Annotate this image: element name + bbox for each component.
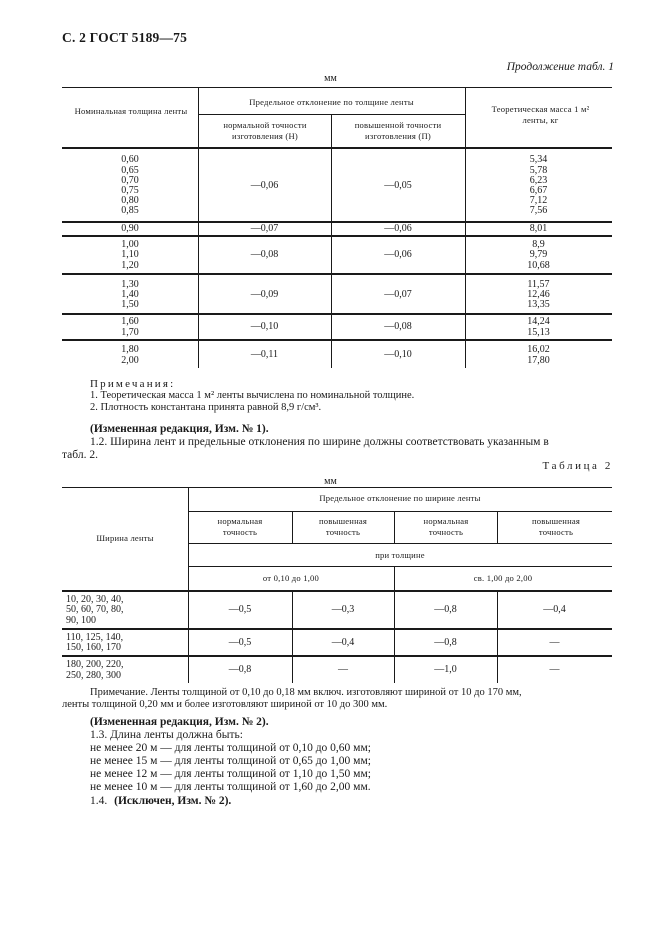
table2-header-high-2: повышенная точность xyxy=(531,516,581,537)
clause-1-4-text: (Исключен, Изм. № 2). xyxy=(114,795,232,807)
table1-cell-mass: 8,01 xyxy=(529,223,548,235)
table2-rule xyxy=(497,511,498,543)
table1-cell-thickness: 0,90 xyxy=(121,223,139,235)
table1-rule xyxy=(62,313,612,315)
clause-1-3-item: не менее 12 м — для ленты толщиной от 1,10 до 1,50 мм; xyxy=(90,768,371,780)
table2-rule xyxy=(62,628,612,630)
table1-rule xyxy=(62,235,612,237)
table1-rule xyxy=(62,87,612,88)
table1-cell-high: —0,05 xyxy=(384,179,412,191)
note-1: 1. Теоретическая масса 1 м² ленты вычислена по номинальной толщине. xyxy=(90,390,415,401)
table1-cell-mass: 5,34 5,78 6,23 6,67 7,12 7,56 xyxy=(529,154,548,217)
table2-note-line-1: Примечание. Ленты толщиной от 0,10 до 0,18 мм включ. изготовляют шириной от 10 до 170 мм, xyxy=(90,687,522,698)
table1-cell-high: —0,10 xyxy=(384,349,412,361)
table2-rule xyxy=(188,511,612,512)
table2-cell-width: 180, 200, 220, 250, 280, 300 xyxy=(66,659,124,681)
table1-rule xyxy=(62,273,612,275)
table2-header-range-1: от 0,10 до 1,00 xyxy=(262,573,320,583)
table2-header-normal-2: нормальная точность xyxy=(423,516,469,537)
table2-rule xyxy=(62,590,612,592)
clause-1-4-number: 1.4. xyxy=(90,795,108,807)
table2-cell-width: 10, 20, 30, 40, 50, 60, 70, 80, 90, 100 xyxy=(66,594,124,626)
clause-1-2: 1.2. Ширина лент и предельные отклонения по ширине должны соответствовать указанным в xyxy=(90,436,549,448)
table2-header-at-thickness: при толщине xyxy=(375,550,425,560)
table2-rule xyxy=(188,487,189,683)
table1-cell-high: —0,06 xyxy=(384,249,412,261)
table1-header-deviation: Предельное отклонение по толщине ленты xyxy=(249,97,414,107)
table2-rule xyxy=(188,566,612,567)
table1-cell-mass: 11,57 12,46 13,35 xyxy=(527,278,550,311)
table1-header-mass: Теоретическая масса 1 м² ленты, кг xyxy=(491,104,590,125)
table2-rule xyxy=(62,487,612,488)
edition-note-2: (Измененная редакция, Изм. № 2). xyxy=(90,716,269,728)
table1-cell-mass: 16,02 17,80 xyxy=(527,344,550,366)
clause-1-2-cont: табл. 2. xyxy=(62,449,98,461)
table1-cell-normal: —0,08 xyxy=(250,249,279,261)
table2-header-normal-1: нормальная точность xyxy=(217,516,263,537)
table1-cell-mass: 14,24 15,13 xyxy=(527,316,550,338)
table2-title: Таблица 2 xyxy=(542,460,613,472)
table2-rule xyxy=(62,655,612,657)
table1-cell-thickness: 1,30 1,40 1,50 xyxy=(121,278,139,311)
table2-rule xyxy=(394,511,395,543)
table2-header-range-2: св. 1,00 до 2,00 xyxy=(473,573,533,583)
table1-unit: мм xyxy=(324,73,337,84)
table1-cell-thickness: 1,80 2,00 xyxy=(121,344,139,366)
table2-rule xyxy=(292,511,293,543)
page-title: С. 2 ГОСТ 5189—75 xyxy=(62,30,188,45)
clause-1-4 xyxy=(90,795,231,808)
table2-cell-value: —0,4 xyxy=(331,636,355,648)
table2-cell-value: —0,5 xyxy=(228,604,252,616)
table1-cell-high: —0,08 xyxy=(384,321,412,333)
table1-cell-high: —0,07 xyxy=(384,288,412,300)
table1-rule xyxy=(62,147,612,149)
clause-1-3-intro: 1.3. Длина ленты должна быть: xyxy=(90,729,243,741)
table2-cell-value: —0,8 xyxy=(228,664,252,676)
table2-cell-value: —0,5 xyxy=(228,636,252,648)
table2-cell-value: —0,4 xyxy=(543,604,566,616)
table1-cell-thickness: 1,00 1,10 1,20 xyxy=(121,239,139,271)
table2-rule xyxy=(188,543,612,544)
table2-header-high-1: повышенная точность xyxy=(318,516,368,537)
table2-cell-width: 110, 125, 140, 150, 160, 170 xyxy=(66,631,124,653)
table1-cell-mass: 8,9 9,79 10,68 xyxy=(527,239,550,271)
table1-cell-normal: —0,06 xyxy=(250,179,279,191)
note-2: 2. Плотность константана принята равной 8,9 г/см³. xyxy=(90,402,322,413)
table1-cell-normal: —0,10 xyxy=(250,321,279,333)
table1-cell-normal: —0,11 xyxy=(250,349,279,361)
clause-1-3-item: не менее 20 м — для ленты толщиной от 0,10 до 0,60 мм; xyxy=(90,742,371,754)
table1-header-normal: нормальной точности изготовления (Н) xyxy=(223,120,307,141)
table1-cell-high: —0,06 xyxy=(384,223,412,235)
clause-1-3-item: не менее 10 м — для ленты толщиной от 1,60 до 2,00 мм. xyxy=(90,781,371,793)
table1-header-thickness: Номинальная толщина ленты xyxy=(74,106,188,116)
table1-cell-thickness: 1,60 1,70 xyxy=(121,316,139,338)
table2-cell-value: — xyxy=(338,664,348,676)
table1-cell-thickness: 0,60 0,65 0,70 0,75 0,80 0,85 xyxy=(121,154,139,217)
clause-1-3-item: не менее 15 м — для ленты толщиной от 0,65 до 1,00 мм; xyxy=(90,755,371,767)
table2-cell-value: —0,8 xyxy=(434,604,457,616)
table2-cell-value: — xyxy=(549,664,560,676)
table1-rule xyxy=(62,221,612,223)
notes-title: Примечания: xyxy=(90,378,176,390)
table2-header-deviation: Предельное отклонение по ширине ленты xyxy=(319,493,481,503)
table2-header-width: Ширина ленты xyxy=(96,533,154,543)
table-continuation-label: Продолжение табл. 1 xyxy=(506,61,614,73)
table2-cell-value: — xyxy=(549,636,560,648)
table1-header-high: повышенной точности изготовления (П) xyxy=(354,120,442,141)
table2-note-line-2: ленты толщиной 0,20 мм и более изготовляют шириной от 10 до 300 мм. xyxy=(62,699,388,710)
table2-cell-value: —1,0 xyxy=(434,664,457,676)
table2-cell-value: —0,3 xyxy=(331,604,355,616)
table1-rule xyxy=(62,339,612,341)
table1-cell-normal: —0,09 xyxy=(250,288,279,300)
table2-cell-value: —0,8 xyxy=(434,636,457,648)
edition-note-1: (Измененная редакция, Изм. № 1). xyxy=(90,423,269,435)
table1-cell-normal: —0,07 xyxy=(250,223,279,235)
table2-unit: мм xyxy=(324,476,337,487)
